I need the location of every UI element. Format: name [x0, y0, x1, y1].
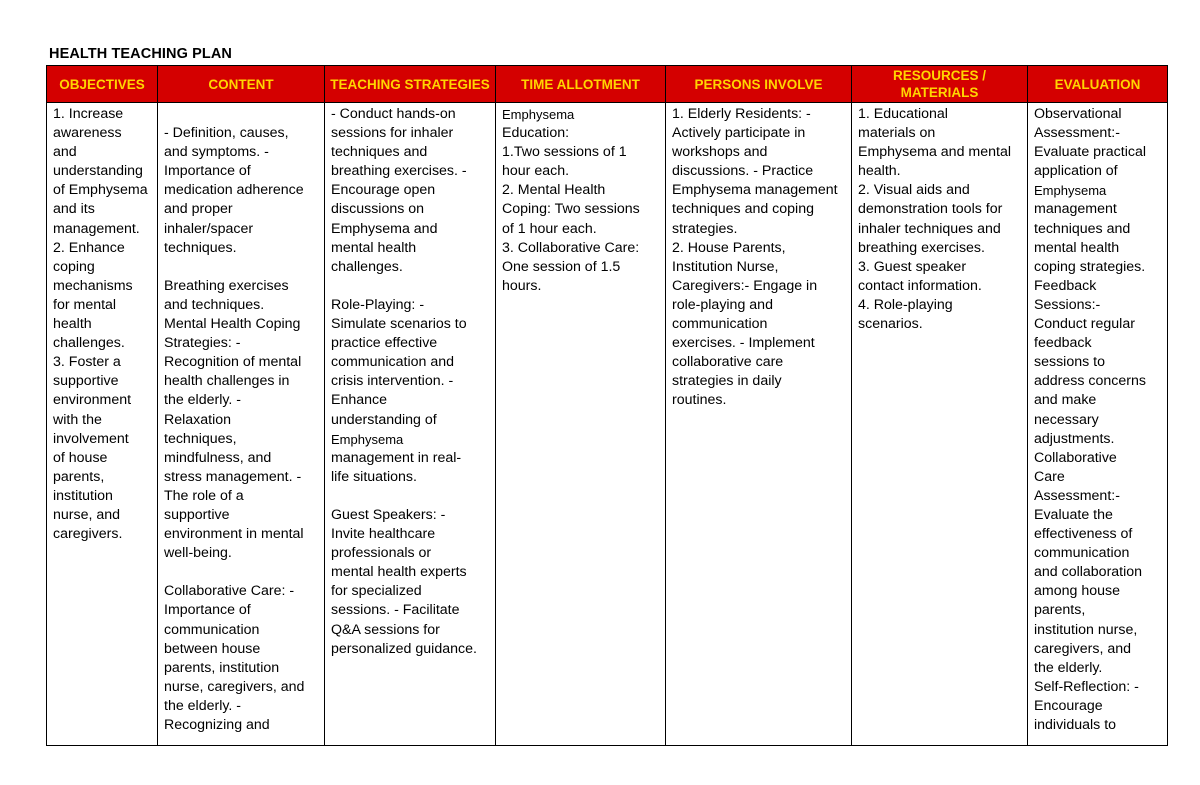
- cell-line: among house: [1034, 583, 1120, 600]
- cell-line: and proper: [164, 201, 233, 218]
- cell-line: Encourage open: [331, 182, 436, 199]
- cell-line: awareness: [53, 125, 122, 142]
- cell-line: Recognition of mental: [164, 354, 302, 371]
- cell-line: sessions to: [1034, 354, 1105, 371]
- cell-line: scenarios.: [858, 316, 923, 333]
- cell-line: Education:: [502, 125, 570, 142]
- cell-line: professionals or: [331, 545, 432, 562]
- cell-line: management.: [53, 220, 140, 237]
- cell-line: Strategies: -: [164, 335, 241, 352]
- cell-line: [331, 277, 491, 296]
- cell-line: life situations.: [331, 468, 417, 485]
- cell-line: Emphysema and mental: [858, 144, 1011, 161]
- cell-line: materials on: [858, 125, 936, 142]
- cell-line: stress management. -: [164, 468, 302, 485]
- cell-line: Emphysema: [502, 107, 575, 122]
- cell-line: and symptoms. -: [164, 144, 269, 161]
- cell-line: techniques and: [1034, 220, 1131, 237]
- cell-line: Caregivers:- Engage in: [672, 277, 818, 294]
- cell-line: mental health: [1034, 239, 1120, 256]
- cell-line: environment in mental: [164, 526, 304, 543]
- cell-line: Actively participate in: [672, 125, 806, 142]
- cell-line: [331, 487, 491, 506]
- cell-line: parents,: [53, 468, 105, 485]
- header-content: CONTENT: [158, 66, 325, 103]
- cell-line: of house: [53, 449, 108, 466]
- cell-line: and: [53, 144, 77, 161]
- header-time-allotment: TIME ALLOTMENT: [496, 66, 666, 103]
- cell-line: breathing exercises. -: [331, 163, 467, 180]
- cell-line: supportive: [53, 373, 119, 390]
- cell-line: parents,: [1034, 602, 1086, 619]
- cell-line: the elderly. -: [164, 697, 242, 714]
- cell-content: [158, 103, 325, 746]
- cell-line: 1. Increase: [53, 106, 124, 122]
- cell-line: Importance of: [164, 602, 251, 619]
- cell-line: understanding: [53, 163, 143, 180]
- cell-line: [164, 563, 320, 582]
- cell-line: communication and: [331, 354, 455, 371]
- cell-line: sessions for inhaler: [331, 125, 454, 142]
- cell-line: Recognizing and: [164, 717, 270, 733]
- cell-resources-materials: [852, 103, 1028, 746]
- cell-line: Invite healthcare: [331, 526, 436, 543]
- cell-line: discussions. - Practice: [672, 163, 814, 180]
- cell-line: Role-Playing: -: [331, 296, 425, 313]
- cell-line: and make: [1034, 392, 1097, 409]
- cell-line: techniques and: [331, 144, 428, 161]
- cell-line: communication: [164, 621, 260, 638]
- cell-line: Enhance: [331, 392, 388, 409]
- cell-line: Evaluate the: [1034, 506, 1113, 523]
- cell-line: discussions on: [331, 201, 425, 218]
- cell-teaching-strategies: [325, 103, 496, 746]
- cell-line: institution nurse,: [1034, 621, 1138, 638]
- cell-line: and collaboration: [1034, 564, 1143, 581]
- cell-line: mindfulness, and: [164, 449, 272, 466]
- cell-line: crisis intervention. -: [331, 373, 454, 390]
- cell-line: 3. Collaborative Care:: [502, 239, 640, 256]
- table-row: [47, 103, 1168, 746]
- cell-line: contact information.: [858, 277, 982, 294]
- header-teaching-strategies: TEACHING STRATEGIES: [325, 66, 496, 103]
- cell-line: hour each.: [502, 163, 570, 180]
- cell-line: 1.Two sessions of 1: [502, 144, 627, 161]
- cell-line: environment: [53, 392, 132, 409]
- cell-line: Emphysema and: [331, 220, 438, 237]
- cell-line: nurse, caregivers, and: [164, 678, 305, 695]
- cell-line: Mental Health Coping: [164, 316, 301, 333]
- cell-line: management in real-: [331, 449, 462, 466]
- cell-line: health challenges in: [164, 373, 290, 390]
- header-resources-materials: RESOURCES / MATERIALS: [852, 66, 1028, 103]
- cell-line: 2. Enhance: [53, 239, 125, 256]
- cell-line: One session of 1.5: [502, 258, 621, 275]
- cell-line: sessions. - Facilitate: [331, 602, 460, 619]
- document-title: HEALTH TEACHING PLAN: [49, 46, 232, 62]
- cell-line: Coping: Two sessions: [502, 201, 640, 218]
- cell-line: communication: [1034, 545, 1130, 562]
- cell-line: between house: [164, 640, 261, 657]
- cell-line: of 1 hour each.: [502, 220, 597, 237]
- cell-line: address concerns: [1034, 373, 1146, 390]
- cell-line: [164, 258, 320, 277]
- header-persons-involve: PERSONS INVOLVE: [666, 66, 852, 103]
- cell-line: involvement: [53, 430, 129, 447]
- cell-line: mental health: [331, 239, 417, 256]
- cell-line: Assessment:-: [1034, 487, 1120, 504]
- cell-line: challenges.: [331, 258, 403, 275]
- cell-line: health: [53, 316, 92, 333]
- cell-line: Emphysema: [1034, 183, 1107, 199]
- cell-line: techniques,: [164, 430, 237, 447]
- header-evaluation: EVALUATION: [1028, 66, 1168, 103]
- cell-line: 2. Visual aids and: [858, 182, 970, 199]
- cell-line: for specialized: [331, 583, 422, 600]
- cell-line: feedback: [1034, 335, 1092, 352]
- cell-line: management: [1034, 201, 1117, 218]
- cell-line: Guest Speakers: -: [331, 506, 446, 523]
- cell-line: communication: [672, 316, 768, 333]
- cell-line: practice effective: [331, 335, 438, 352]
- cell-line: [164, 105, 320, 124]
- cell-line: Simulate scenarios to: [331, 316, 467, 333]
- cell-line: and its: [53, 201, 95, 218]
- cell-line: inhaler techniques and: [858, 220, 1001, 237]
- cell-line: Sessions:-: [1034, 296, 1101, 313]
- cell-objectives: [47, 103, 158, 746]
- cell-line: techniques and coping: [672, 201, 814, 218]
- cell-line: Encourage: [1034, 697, 1103, 714]
- cell-line: for mental: [53, 296, 117, 313]
- cell-line: 1. Educational: [858, 106, 948, 122]
- cell-line: Emphysema management: [672, 182, 838, 199]
- cell-line: 1. Elderly Residents: -: [672, 106, 811, 122]
- cell-line: the elderly.: [1034, 659, 1103, 676]
- cell-line: parents, institution: [164, 659, 280, 676]
- cell-line: understanding of: [331, 411, 437, 428]
- cell-line: collaborative care: [672, 354, 784, 371]
- cell-line: Feedback: [1034, 277, 1097, 294]
- cell-line: 4. Role-playing: [858, 296, 953, 313]
- cell-line: 3. Guest speaker: [858, 258, 967, 275]
- cell-line: mechanisms: [53, 277, 133, 294]
- cell-line: Emphysema: [331, 431, 404, 447]
- cell-line: Assessment:-: [1034, 125, 1120, 142]
- cell-line: with the: [53, 411, 102, 428]
- cell-line: Conduct regular: [1034, 316, 1135, 333]
- cell-line: Care: [1034, 468, 1065, 485]
- cell-line: caregivers.: [53, 526, 123, 543]
- cell-line: 3. Foster a: [53, 354, 121, 371]
- cell-line: breathing exercises.: [858, 239, 985, 256]
- cell-line: - Definition, causes,: [164, 125, 289, 142]
- cell-line: strategies.: [672, 220, 738, 237]
- header-row: [47, 66, 1168, 103]
- cell-line: 2. Mental Health: [502, 182, 606, 199]
- cell-line: of Emphysema: [53, 182, 148, 199]
- cell-line: Relaxation: [164, 411, 232, 428]
- cell-line: supportive: [164, 506, 230, 523]
- cell-line: Breathing exercises: [164, 277, 289, 294]
- cell-line: hours.: [502, 277, 542, 294]
- cell-line: role-playing and: [672, 296, 773, 313]
- cell-line: exercises. - Implement: [672, 335, 815, 352]
- cell-line: Self-Reflection: -: [1034, 678, 1139, 695]
- cell-time-allotment: [496, 103, 666, 746]
- cell-line: strategies in daily: [672, 373, 782, 390]
- cell-line: nurse, and: [53, 506, 121, 523]
- cell-line: health.: [858, 163, 901, 180]
- cell-persons-involve: [666, 103, 852, 746]
- cell-line: medication adherence: [164, 182, 304, 199]
- cell-line: caregivers, and: [1034, 640, 1131, 657]
- cell-line: 2. House Parents,: [672, 239, 786, 256]
- cell-line: Q&A sessions for: [331, 621, 440, 638]
- cell-line: mental health experts: [331, 564, 467, 581]
- cell-line: effectiveness of: [1034, 526, 1133, 543]
- cell-line: techniques.: [164, 239, 237, 256]
- cell-line: application of: [1034, 163, 1118, 180]
- cell-line: and techniques.: [164, 296, 265, 313]
- header-objectives: OBJECTIVES: [47, 66, 158, 103]
- cell-line: Importance of: [164, 163, 251, 180]
- cell-line: personalized guidance.: [331, 640, 477, 657]
- cell-line: institution: [53, 487, 113, 504]
- cell-line: individuals to: [1034, 717, 1117, 733]
- cell-line: - Conduct hands-on: [331, 106, 456, 122]
- cell-line: Institution Nurse,: [672, 258, 779, 275]
- cell-line: The role of a: [164, 487, 244, 504]
- cell-line: necessary: [1034, 411, 1099, 428]
- cell-line: challenges.: [53, 335, 125, 352]
- cell-line: Observational: [1034, 106, 1122, 122]
- cell-line: inhaler/spacer: [164, 220, 254, 237]
- cell-line: adjustments.: [1034, 430, 1115, 447]
- cell-line: workshops and: [672, 144, 768, 161]
- cell-line: coping: [53, 258, 95, 275]
- cell-line: the elderly. -: [164, 392, 242, 409]
- cell-line: Collaborative: [1034, 449, 1117, 466]
- cell-line: Collaborative Care: -: [164, 583, 295, 600]
- cell-line: coping strategies.: [1034, 258, 1146, 275]
- cell-line: demonstration tools for: [858, 201, 1003, 218]
- cell-line: Evaluate practical: [1034, 144, 1146, 161]
- cell-line: routines.: [672, 392, 727, 409]
- cell-line: well-being.: [164, 545, 232, 562]
- health-teaching-plan-table: [46, 65, 1168, 746]
- cell-evaluation: [1028, 103, 1168, 746]
